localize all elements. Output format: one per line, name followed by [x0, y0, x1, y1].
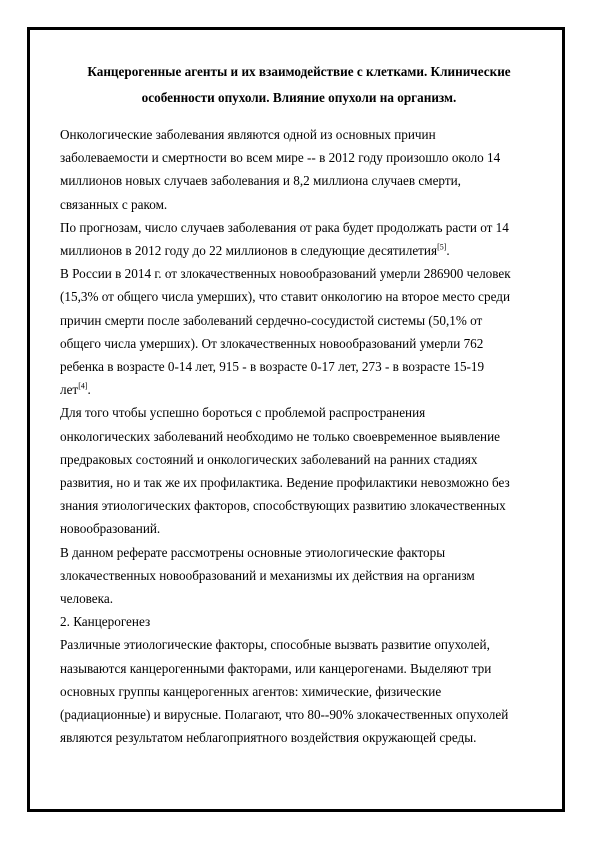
text-fragment: миллионов в 2012 году до 22 миллионов в следующие десятилетия — [60, 243, 438, 259]
text-line: (15,3% от общего числа умерших), что ставит онкологию на второе место среди — [60, 289, 511, 305]
text-line: злокачественных новообразований и механизмы их действия на организм — [60, 567, 475, 583]
text-line: (радиационные) и вирусные. Полагают, что 80--90% злокачественных опухолей — [60, 707, 509, 723]
text-line: называются канцерогенными факторами, или канцерогенами. Выделяют три — [60, 660, 492, 676]
text-fragment: . — [87, 382, 91, 398]
text-line: Различные этиологические факторы, способные вызвать развитие опухолей, — [60, 637, 490, 653]
citation-ref[interactable]: [4] — [78, 381, 88, 391]
text-line: связанных с раком. — [60, 196, 168, 212]
paragraph-russia-stats — [60, 262, 550, 401]
text-fragment: лет — [60, 382, 79, 398]
paragraph-scope — [60, 541, 550, 611]
paragraph-intro — [60, 123, 550, 216]
text-line: миллионов новых случаев заболевания и 8,2 миллиона случаев смерти, — [60, 173, 461, 189]
document-title — [60, 59, 538, 111]
citation-ref[interactable]: [5] — [437, 242, 447, 252]
text-line: новообразований. — [60, 521, 161, 537]
paragraph-prevention — [60, 401, 550, 540]
text-line: причин смерти после заболеваний сердечно-сосудистой системы (50,1% от — [60, 312, 483, 328]
text-line: предраковых состояний и онкологических заболеваний на ранних стадиях — [60, 451, 478, 467]
text-line: ребенка в возрасте 0-14 лет, 915 - в возрасте 0-17 лет, 273 - в возрасте 15-19 — [60, 359, 485, 375]
document-body — [60, 123, 550, 749]
page-border — [27, 27, 565, 812]
paragraph-carcinogens — [60, 633, 550, 749]
text-line: общего числа умерших). От злокачественных новообразований умерли 762 — [60, 335, 484, 351]
text-line: Для того чтобы успешно бороться с проблемой распространения — [60, 405, 426, 421]
text-line: знания этиологических факторов, способствующих развитию злокачественных — [60, 498, 506, 514]
text-line: заболеваемости и смертности во всем мире -- в 2012 году произошло около 14 — [60, 150, 501, 166]
text-line: развития, но и так же их профилактика. Ведение профилактики невозможно без — [60, 475, 510, 491]
text-line: По прогнозам, число случаев заболевания от рака будет продолжать расти от 14 — [60, 219, 509, 235]
text-line: В России в 2014 г. от злокачественных новообразований умерли 286900 человек — [60, 266, 511, 282]
text-line: В данном реферате рассмотрены основные этиологические факторы — [60, 544, 446, 560]
text-line: Онкологические заболевания являются одной из основных причин — [60, 127, 436, 142]
text-line — [60, 239, 550, 262]
paragraph-forecast — [60, 216, 550, 262]
title-line: особенности опухоли. Влияние опухоли на организм. — [141, 90, 457, 105]
text-line: основных группы канцерогенных агентов: химические, физические — [60, 683, 442, 699]
text-line: онкологических заболеваний необходимо не только своевременное выявление — [60, 428, 501, 444]
text-line: человека. — [60, 591, 114, 607]
text-fragment: . — [446, 243, 450, 259]
text-line — [60, 378, 550, 401]
title-line: Канцерогенные агенты и их взаимодействие с клетками. Клинические — [87, 64, 511, 79]
section-heading: 2. Канцерогенез — [60, 614, 151, 630]
text-line: являются результатом неблагоприятного воздействия окружающей среды. — [60, 730, 477, 746]
